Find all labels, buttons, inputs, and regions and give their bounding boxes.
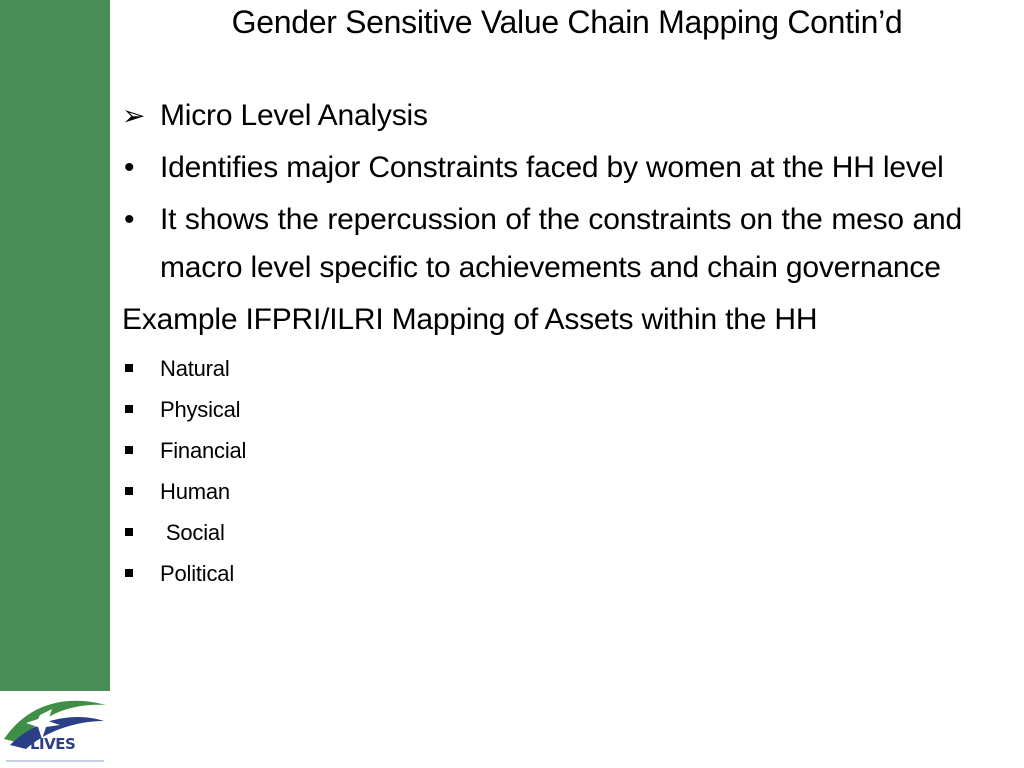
square-bullet-icon <box>125 405 133 413</box>
square-bullet-icon <box>125 446 133 454</box>
asset-label: Physical <box>160 397 241 422</box>
heading-text: Micro Level Analysis <box>160 99 428 132</box>
example-line: Example IFPRI/ILRI Mapping of Assets within the HH <box>122 303 818 336</box>
round-bullet-icon: • <box>124 151 135 184</box>
asset-label: Financial <box>160 438 247 463</box>
lives-logo <box>0 691 110 768</box>
arrowhead-bullet-icon: ➢ <box>122 100 146 131</box>
asset-item <box>122 471 962 512</box>
slide-title: Gender Sensitive Value Chain Mapping Contin’d <box>231 4 903 40</box>
bullet-item <box>122 196 962 292</box>
logo-swoosh-icon <box>0 691 110 768</box>
asset-item <box>122 512 962 553</box>
square-bullet-icon <box>125 528 133 536</box>
asset-label: Political <box>160 561 235 586</box>
bullet-text: It shows the repercussion of the constraints on the meso and macro level specific to achievements and chain governance <box>160 203 962 284</box>
asset-item <box>122 389 962 430</box>
asset-list <box>122 348 962 594</box>
asset-item <box>122 430 962 471</box>
asset-label: Human <box>160 479 230 504</box>
asset-item <box>122 553 962 594</box>
slide-content <box>122 92 962 594</box>
bullet-text: Identifies major Constraints faced by women at the HH level <box>160 151 944 184</box>
square-bullet-icon <box>125 364 133 372</box>
asset-item <box>122 348 962 389</box>
asset-label: Social <box>160 520 225 545</box>
heading-item <box>122 92 962 140</box>
square-bullet-icon <box>125 569 133 577</box>
round-bullet-icon: • <box>124 203 135 236</box>
asset-label: Natural <box>160 356 230 381</box>
square-bullet-icon <box>125 487 133 495</box>
logo-text: LIVES <box>30 735 76 753</box>
bullet-item <box>122 144 962 192</box>
sidebar-decoration <box>0 0 110 768</box>
